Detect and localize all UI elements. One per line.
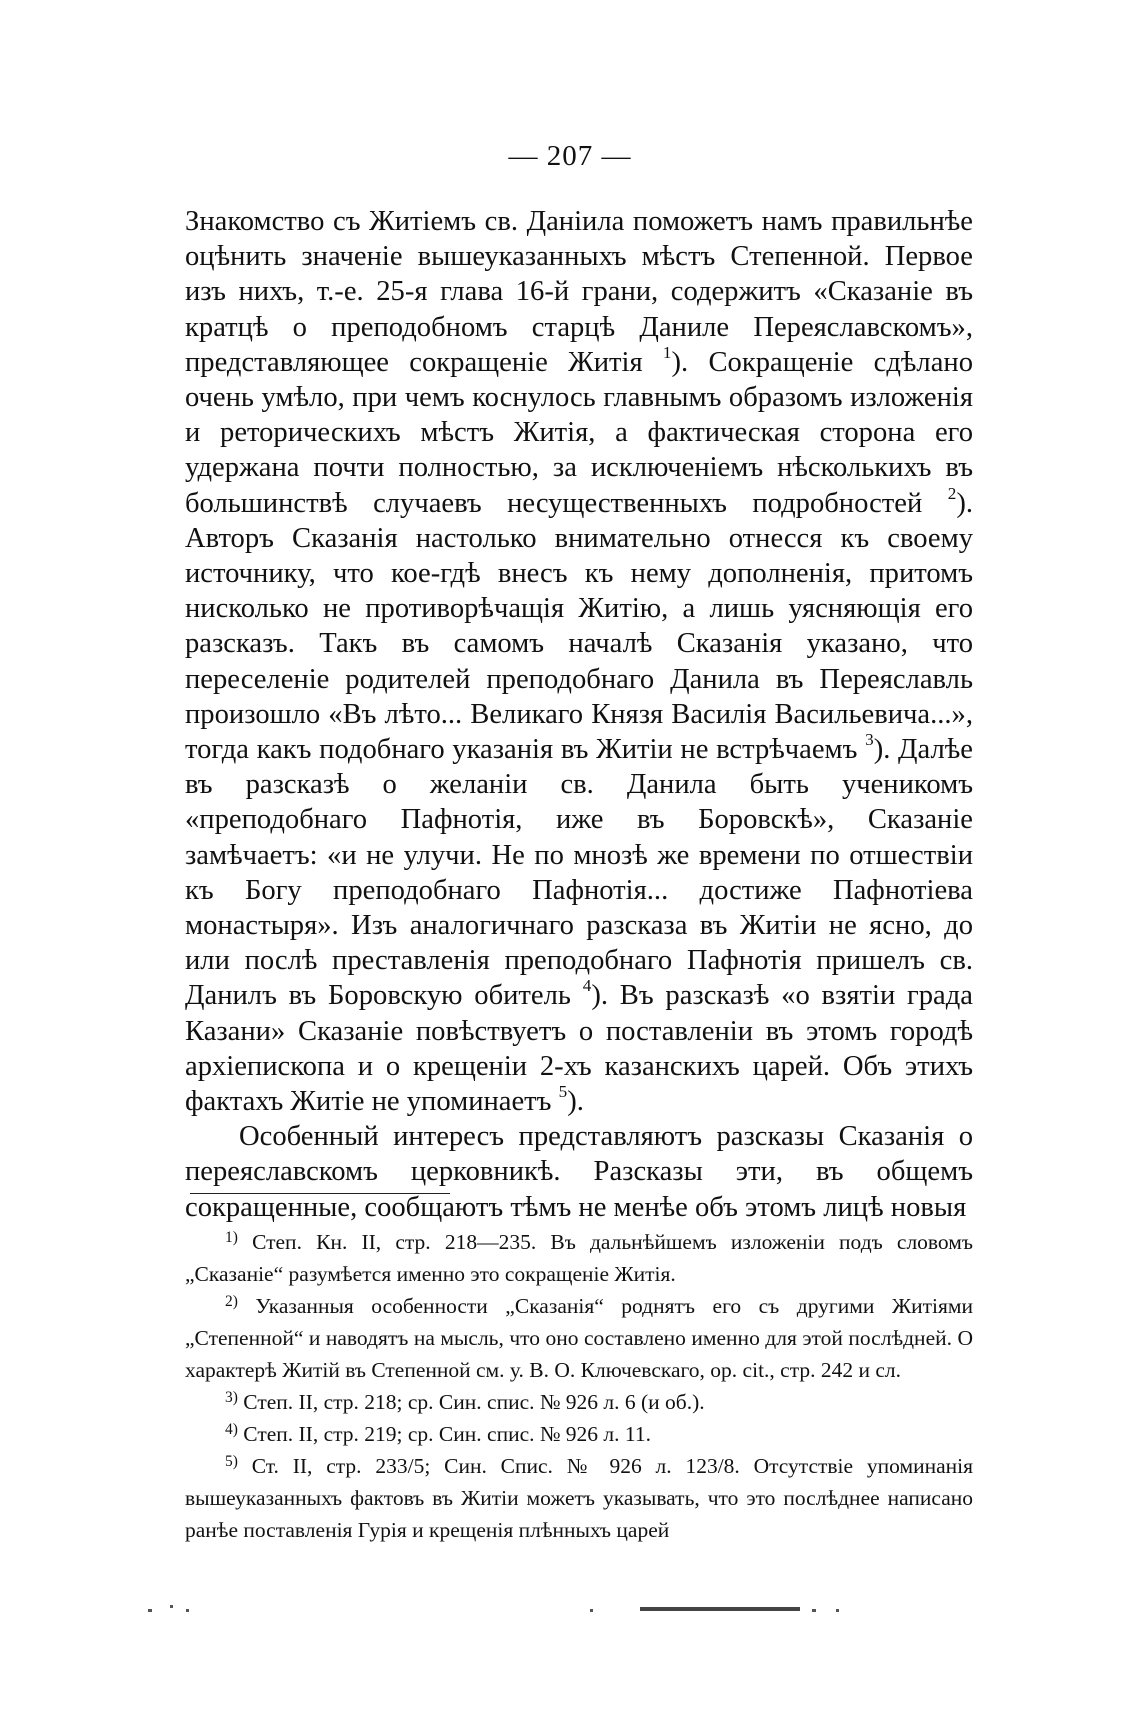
footnote-text: Степ. Кн. II, стр. 218—235. Въ дальнѣйшемъ изложеніи подъ словомъ „Сказаніе“ разумѣется именно это сокращеніе Житія. [185, 1230, 973, 1286]
text-segment: ). Далѣе въ разсказѣ о желаніи св. Данила быть ученикомъ «преподобнаго Пафнотія, иже въ Боровскѣ», Сказаніе замѣчаетъ: «и не улучи. Не по мнозѣ же времени по отшествіи къ Богу преподобнаго Пафнотія... достиже Пафнотіева монастыря». Изъ аналогичнаго разсказа въ Житіи не ясно, до или послѣ преставленія преподобнаго Пафнотія пришелъ св. Данилъ въ Боровскую обитель [185, 734, 973, 1012]
text-segment: ). Сокращеніе сдѣлано очень умѣло, при чемъ коснулось главнымъ образомъ изложенія и реторическихъ мѣстъ Житія, а фактическая сторона его удержана почти полностью, за исключеніемъ нѣсколькихъ въ большинствѣ случаевъ несущественныхъ подробностей [185, 346, 973, 519]
scan-speck [170, 1605, 173, 1608]
scan-speck [640, 1607, 800, 1611]
footnote-mark: 1) [225, 1229, 238, 1247]
footnote-3 [185, 1386, 973, 1418]
text-segment: ). Въ разсказѣ «о взятіи града Казани» Сказаніе повѣствуетъ о поставленіи въ этомъ городѣ архіепископа и о крещеніи 2-хъ казанскихъ царей. Объ этихъ фактахъ Житіе не упоминаетъ [185, 980, 973, 1118]
footnote-text: Указанныя особенности „Сказанія“ роднятъ его съ другими Житіями „Степенной“ и наводятъ на мысль, что оно составлено именно для этой послѣдней. О характерѣ Житій въ Степенной см. у. В. О. Ключевскаго, op. cit., стр. 242 и сл. [185, 1294, 974, 1382]
text-segment: ). Авторъ Сказанія настолько внимательно отнесся къ своему источнику, что кое-гдѣ внесъ къ нему дополненія, притомъ нисколько не противорѣчащія Житію, а лишь уясняющія его разсказъ. Такъ въ самомъ началѣ Сказанія указано, что переселеніе родителей преподобнаго Данила въ Переяславль произошло «Въ лѣто... Великаго Князя Василія Васильевича...», тогда какъ подобнаго указанія въ Житіи не встрѣчаемъ [185, 487, 973, 766]
footnote-ref-4[interactable]: 4 [582, 976, 592, 996]
scan-artifacts [0, 1595, 1140, 1635]
paragraph-2 [185, 1119, 973, 1225]
text-segment: Особенный интересъ представляютъ разсказы Сказанія о переяславскомъ церковникѣ. Разсказы эти, въ общемъ сокращенные, сообщаютъ тѣмъ не менѣе объ этомъ лицѣ новыя [185, 1121, 973, 1223]
footnote-mark: 3) [225, 1389, 238, 1407]
scan-speck [186, 1609, 189, 1612]
footnote-ref-5[interactable]: 5 [558, 1082, 568, 1102]
footnote-ref-2[interactable]: 2 [947, 483, 957, 503]
footnote-mark: 5) [225, 1453, 238, 1471]
scan-speck [836, 1609, 839, 1612]
footnote-text: Степ. II, стр. 218; ср. Син. спис. № 926 л. 6 (и об.). [243, 1390, 705, 1414]
footnotes [185, 1226, 973, 1546]
footnote-separator [190, 1193, 450, 1194]
footnote-mark: 4) [225, 1421, 238, 1439]
main-text [185, 204, 973, 1225]
footnote-1 [185, 1226, 973, 1290]
text-segment: Знакомство съ Житіемъ св. Даніила поможетъ намъ правильнѣе оцѣнить значеніе вышеуказанныхъ мѣстъ Степенной. Первое изъ нихъ, т.-е. 25-я глава 16-й грани, содержитъ «Сказаніе въ кратцѣ о преподобномъ старцѣ Даниле Переяславскомъ», представляющее сокращеніе Житія [185, 206, 973, 378]
footnote-4 [185, 1418, 973, 1450]
footnote-2 [185, 1290, 973, 1386]
scan-speck [812, 1609, 816, 1612]
scan-speck [148, 1609, 152, 1612]
footnote-text: Ст. II, стр. 233/5; Син. Спис. № 926 л. 123/8. Отсутствіе упоминанія вышеуказанныхъ фактовъ въ Житіи можетъ указывать, что это послѣднее написано ранѣе поставленія Гурія и крещенія плѣнныхъ царей [185, 1454, 973, 1542]
footnote-mark: 2) [225, 1293, 238, 1311]
text-segment: ). [567, 1086, 584, 1118]
footnote-text: Степ. II, стр. 219; ср. Син. спис. № 926 л. 11. [243, 1422, 651, 1446]
scan-speck [590, 1609, 593, 1612]
footnote-ref-3[interactable]: 3 [865, 730, 874, 750]
footnote-ref-1[interactable]: 1 [662, 342, 672, 362]
footnote-5 [185, 1450, 973, 1546]
page-number: — 207 — [508, 140, 632, 172]
paragraph-1 [185, 204, 973, 1119]
